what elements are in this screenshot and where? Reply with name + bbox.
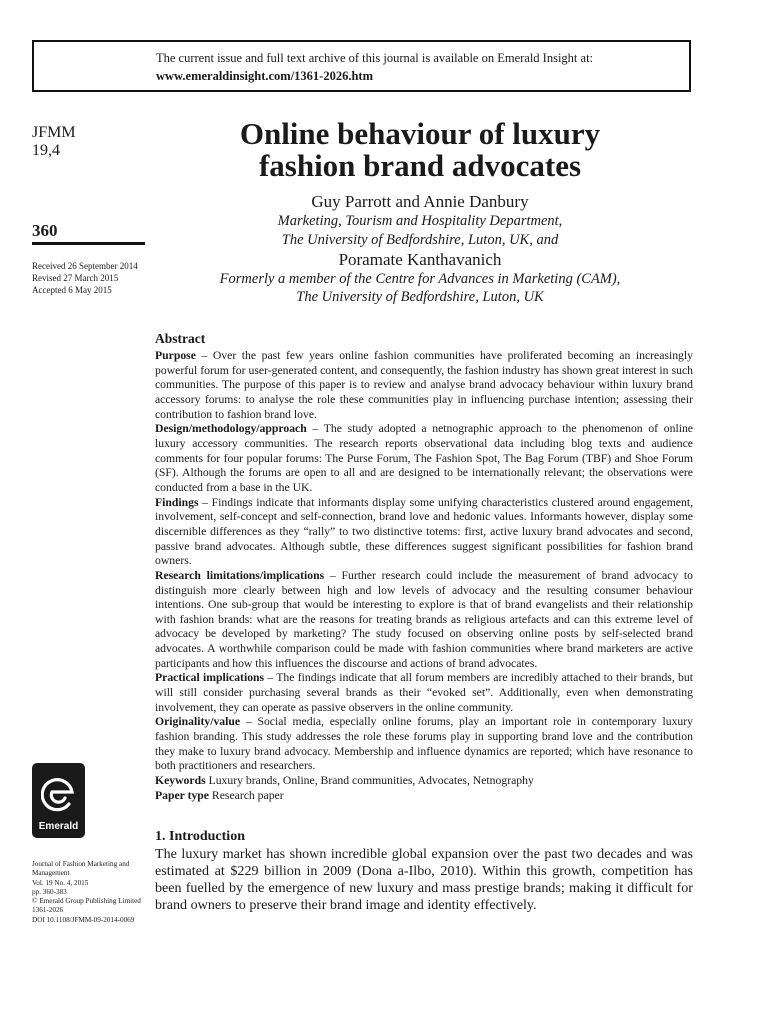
findings-text: – Findings indicate that informants display some unifying characteristics clustered around engagement, involvement, self-concept and self-connection, brand love and hedonic values. Informants however, display some discernible differences as they “rally” to two distinctive totems: first, active luxury brand advocates and second, passive brand advocates. Although subtle, these differences suggest significant possibilities for fashion brand owners. (155, 495, 693, 568)
purpose-label: Purpose (155, 349, 196, 362)
affiliation-1-line-1: Marketing, Tourism and Hospitality Department, (277, 213, 563, 229)
paper-title (150, 118, 690, 182)
abstract-design (155, 422, 693, 495)
abstract-originality (155, 715, 693, 774)
primary-authors: Guy Parrott and Annie Danbury (311, 192, 529, 211)
affiliation-2-line-2: The University of Bedfordshire, Luton, UK (296, 289, 544, 305)
paper-type-text: Research paper (209, 788, 284, 802)
keywords-text: Luxury brands, Online, Brand communities, Advocates, Netnography (205, 774, 534, 788)
introduction-heading: 1. Introduction (155, 829, 245, 844)
citation-doi: DOI 10.1108/JFMM-09-2014-0069 (32, 915, 135, 924)
page-number-rule (32, 242, 145, 245)
emerald-logo (32, 763, 85, 838)
affiliation-1-line-2: The University of Bedfordshire, Luton, UK, and (281, 232, 559, 248)
originality-label: Originality/value (155, 715, 241, 729)
received-date: Received 26 September 2014 (32, 261, 138, 271)
archive-url-link[interactable]: www.emeraldinsight.com/1361-2026.htm (156, 69, 373, 83)
citation-line: pp. 360-383 (32, 887, 67, 896)
design-text: – The study adopted a netnographic approach to the phenomenon of online luxury accessory communities. The research reports observational data including blog texts and audience comments for four popular forums: The Purse Forum, The Fashion Spot, The Bag Forum (TBF) and Shoe Forum (SF). Although the forums are open to all and are designed to be internationally relevant; the observations were conducted from a base in the UK. (155, 422, 693, 494)
abstract-paper-type (155, 789, 693, 804)
affiliation-2-line-1: Formerly a member of the Centre for Advances in Marketing (CAM), (219, 271, 621, 287)
findings-label: Findings (155, 495, 199, 509)
abstract-keywords (155, 774, 693, 789)
title-line-2: fashion brand advocates (258, 148, 582, 183)
journal-citation (32, 860, 150, 925)
abstract-practical (155, 671, 693, 715)
originality-text: – Social media, especially online forums, play an important role in contemporary luxury fashion branding. This study addresses the role these forums play in supporting brand love and the contribution they make to luxury brand advocacy. Membership and influence dynamics are reported; which have resonance to both practitioners and researchers. (155, 715, 693, 773)
logo-text: Emerald (38, 821, 79, 832)
keywords-label: Keywords (155, 774, 206, 788)
introduction-text: The luxury market has shown incredible global expansion over the past two decades and was estimated at $229 billion in 2009 (Dona a-Ilbo, 2010). Within this growth, competition has been fuelled by the emergence of new luxury and mass prestige brands; making it difficult for brand owners to preserve their brand image and identity effectively. (155, 846, 693, 913)
citation-line: Journal of Fashion Marketing and (32, 860, 130, 868)
emerald-e-icon (41, 771, 76, 815)
abstract-purpose (155, 349, 693, 422)
abstract-findings (155, 496, 693, 569)
submission-dates (32, 260, 138, 296)
practical-text: – The findings indicate that all forum members are incredibly attached to their brands, but will still consider purchasing several brands as their “evoked set”. Additionally, even when demonstrating involvement, they can operate as passive observers in the online community. (155, 671, 693, 714)
abstract-heading: Abstract (155, 331, 206, 346)
abstract-body (155, 349, 693, 803)
journal-volume (32, 124, 76, 160)
design-label: Design/methodology/approach (155, 422, 307, 436)
volume-issue: 19,4 (32, 142, 60, 159)
archive-notice-text: The current issue and full text archive of this journal is available on Emerald Insight at: (156, 51, 594, 65)
journal-code: JFMM (32, 124, 76, 141)
limitations-label: Research limitations/implications (155, 568, 325, 582)
citation-line: © Emerald Group Publishing Limited (32, 897, 141, 906)
accepted-date: Accepted 6 May 2015 (32, 285, 112, 295)
citation-line: 1361-2026 (32, 906, 64, 915)
citation-line: Management (32, 869, 70, 878)
abstract-limitations (155, 569, 693, 672)
archive-notice-box (32, 40, 691, 92)
purpose-text: – Over the past few years online fashion communities have proliferated becoming an increasingly powerful forum for user-generated content, and consequently, the fashion industry has shown great interest in such communities. The purpose of this paper is to review and analyse brand advocacy behaviour within luxury brand accessory forums: to analyse the role these communities play in influencing purchase intention; assessing their contribution to fashion brand love. (155, 349, 693, 421)
title-line-1: Online behaviour of luxury (239, 116, 601, 151)
practical-label: Practical implications (155, 671, 265, 685)
limitations-text: – Further research could include the measurement of brand advocacy to distinguish more clearly between high and low levels of advocacy and the resulting consumer behaviour intentions. One sub-group that would be interesting to explore is that of brand evangelists and their relationship with fashion brands: what are the reasons for treating brands as religious artefacts and can this extreme level of advocacy be developed by marketing? The study focused on observing online posts by self-selected brand advocates. A worthwhile comparison could be made with fashion communities where brand marketers are active participants and how this influences the discourse and actions of brand advocates. (155, 568, 693, 670)
revised-date: Revised 27 March 2015 (32, 273, 119, 283)
citation-line: Vol. 19 No. 4, 2015 (32, 878, 89, 887)
page-number: 360 (32, 221, 58, 240)
secondary-author: Poramate Kanthavanich (338, 250, 502, 269)
paper-type-label: Paper type (155, 788, 209, 802)
